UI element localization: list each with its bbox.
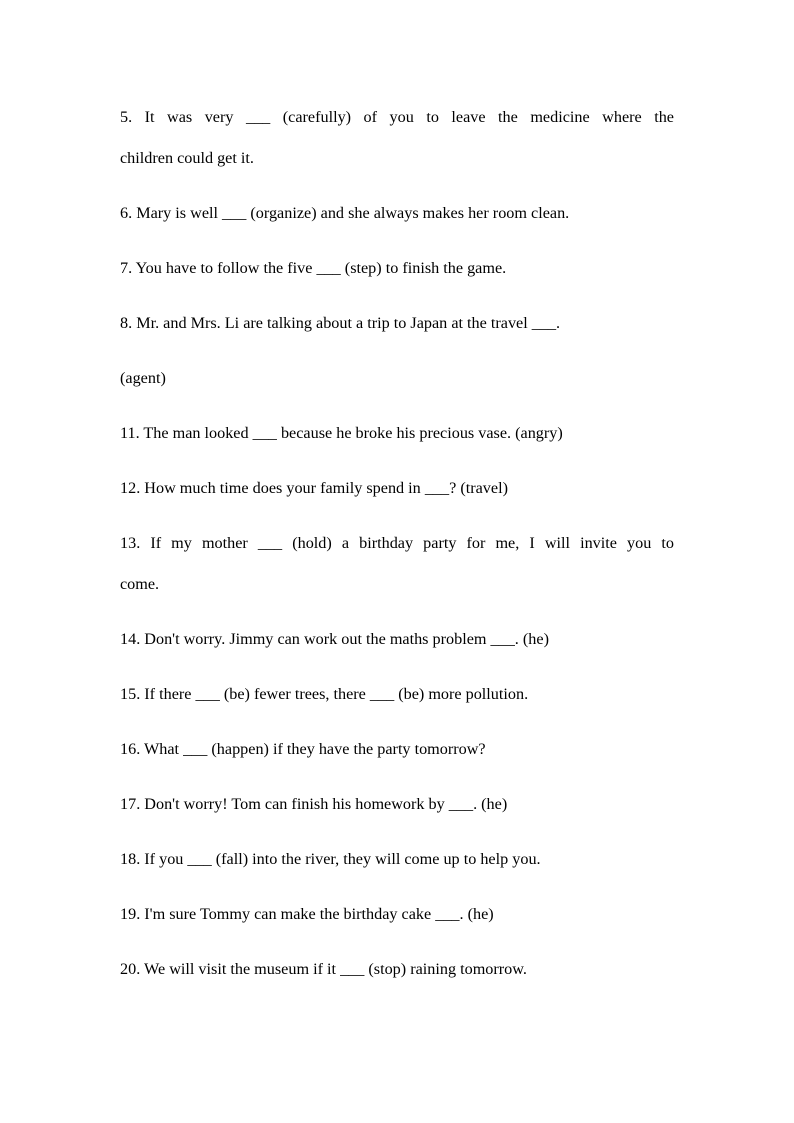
- question-17: 17. Don't worry! Tom can finish his homework by ___. (he): [120, 795, 508, 813]
- question-20: 20. We will visit the museum if it ___ (stop) raining tomorrow.: [120, 960, 527, 978]
- question-13-line-1: 13. If my mother ___ (hold) a birthday party for me, I will invite you to: [120, 534, 674, 552]
- question-15: 15. If there ___ (be) fewer trees, there ___ (be) more pollution.: [120, 685, 529, 703]
- question-14: 14. Don't worry. Jimmy can work out the maths problem ___. (he): [120, 630, 549, 648]
- question-13-line-2: come.: [120, 575, 160, 593]
- question-5-line-1: 5. It was very ___ (carefully) of you to leave the medicine where the: [120, 108, 674, 126]
- question-11: 11. The man looked ___ because he broke his precious vase. (angry): [120, 424, 563, 442]
- question-16: 16. What ___ (happen) if they have the party tomorrow?: [120, 740, 486, 758]
- question-6: 6. Mary is well ___ (organize) and she always makes her room clean.: [120, 204, 570, 222]
- question-19: 19. I'm sure Tommy can make the birthday cake ___. (he): [120, 905, 494, 923]
- question-8-line-2: (agent): [120, 369, 166, 387]
- question-8-line-1: 8. Mr. and Mrs. Li are talking about a trip to Japan at the travel ___.: [120, 314, 561, 332]
- question-18: 18. If you ___ (fall) into the river, they will come up to help you.: [120, 850, 541, 868]
- question-5-line-2: children could get it.: [120, 149, 254, 167]
- question-12: 12. How much time does your family spend in ___? (travel): [120, 479, 508, 497]
- question-7: 7. You have to follow the five ___ (step) to finish the game.: [120, 259, 507, 277]
